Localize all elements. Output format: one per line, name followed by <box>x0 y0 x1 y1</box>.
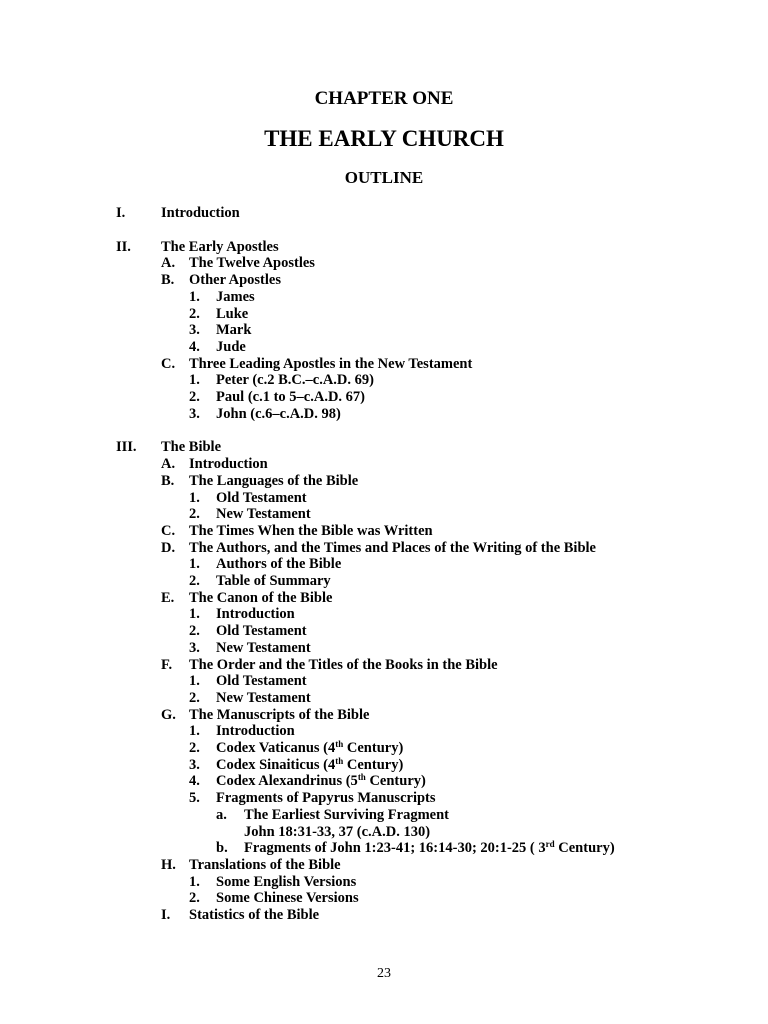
outline-item-text <box>189 356 472 372</box>
outline-item-text <box>161 239 279 255</box>
outline-item-marker: 2. <box>189 740 200 756</box>
outline-item <box>0 339 768 356</box>
outline-item-label: The Manuscripts of the Bible <box>189 706 370 723</box>
outline-item <box>0 857 768 874</box>
outline-item <box>0 205 768 222</box>
outline-item <box>0 473 768 490</box>
outline-item <box>0 439 768 456</box>
outline-item-label: Introduction <box>216 723 295 740</box>
outline-item-text <box>216 790 436 806</box>
outline-item-text <box>189 857 341 873</box>
outline-item-text <box>161 205 240 221</box>
outline-item-text <box>244 840 615 856</box>
outline-item-label: Old Testament <box>216 623 307 640</box>
outline-item <box>0 606 768 623</box>
outline-item <box>0 356 768 373</box>
outline-item-label: New Testament <box>216 639 311 656</box>
outline-item-text <box>216 874 356 890</box>
outline-item-text <box>189 707 369 723</box>
outline-item-label: Some Chinese Versions <box>216 890 359 907</box>
outline-item-text <box>216 623 307 639</box>
outline-item <box>0 306 768 323</box>
ordinal-superscript: rd <box>545 839 555 850</box>
outline-item-label-tail: Century) <box>554 840 615 857</box>
outline-item-marker: 3. <box>189 405 200 422</box>
outline-item-label: Translations of the Bible <box>189 856 341 873</box>
outline-item-marker: H. <box>161 856 176 873</box>
outline-item-label: Jude <box>216 338 246 355</box>
outline-item-label: Codex Vaticanus (4 <box>216 740 336 756</box>
outline-item-text <box>216 322 251 338</box>
outline-item <box>0 456 768 473</box>
outline-item-text <box>216 406 341 422</box>
outline-item-text <box>189 272 281 288</box>
outline-item-marker: I. <box>116 205 126 221</box>
outline-item-marker: 2. <box>189 506 200 523</box>
outline-item-text <box>189 523 433 539</box>
outline-item <box>0 372 768 389</box>
outline-item-marker: E. <box>161 589 175 606</box>
outline-item <box>0 657 768 674</box>
outline-item-text <box>216 506 311 522</box>
outline-item-text <box>216 773 426 789</box>
outline-item-marker: 1. <box>189 372 200 389</box>
outline-item-marker: A. <box>161 255 176 272</box>
outline-item-marker: 1. <box>189 673 200 690</box>
outline-item-label: The Early Apostles <box>161 238 279 255</box>
outline-item-label: The Bible <box>161 439 222 456</box>
page-number: 23 <box>377 966 391 981</box>
outline-item-marker: 1. <box>189 556 200 573</box>
outline-item <box>0 790 768 807</box>
outline-item-text <box>189 456 268 472</box>
outline-item-label: Statistics of the Bible <box>189 907 320 923</box>
outline-item-label: Table of Summary <box>216 573 331 589</box>
outline-item-text <box>216 306 248 322</box>
outline-item-text <box>216 573 331 589</box>
outline-item-marker: II. <box>116 238 131 255</box>
outline-item <box>0 272 768 289</box>
outline-item-label: The Times When the Bible was Written <box>189 522 433 539</box>
outline-item-label: Codex Sinaiticus (4 <box>216 756 336 773</box>
outline-item <box>0 590 768 607</box>
outline-item-marker: C. <box>161 522 176 539</box>
outline-item-label: Old Testament <box>216 673 307 690</box>
outline-item-text <box>216 490 307 506</box>
outline-item-text <box>216 673 307 689</box>
outline-item <box>0 824 768 841</box>
outline-heading: OUTLINE <box>344 168 424 187</box>
outline-item-label: Some English Versions <box>216 873 357 890</box>
outline-item-label: The Earliest Surviving Fragment <box>244 806 450 823</box>
outline-item-text <box>161 439 221 455</box>
outline-item <box>0 523 768 540</box>
outline-item-label: Other Apostles <box>189 272 281 289</box>
outline-item <box>0 289 768 306</box>
outline-item <box>0 773 768 790</box>
outline-item-text <box>189 657 498 673</box>
outline-item <box>0 757 768 774</box>
outline-item <box>0 673 768 690</box>
outline-item-label-tail: Century) <box>343 756 404 773</box>
outline-item-label: Authors of the Bible <box>216 556 342 573</box>
outline-item-marker: A. <box>161 456 176 473</box>
outline-item-marker: G. <box>161 706 176 723</box>
outline-item-marker: 3. <box>189 756 200 773</box>
outline-item-marker: 1. <box>189 489 200 506</box>
outline-item <box>0 573 768 590</box>
chapter-heading: CHAPTER ONE <box>314 88 454 109</box>
outline-item-marker: 1. <box>189 723 200 740</box>
outline-item-label: The Canon of the Bible <box>189 589 333 606</box>
outline-item-text <box>189 473 358 489</box>
outline-item-marker: F. <box>161 656 173 673</box>
outline-item-label: Fragments of John 1:23-41; 16:14-30; 20:1-25 ( 3 <box>244 840 546 857</box>
outline-item-label: New Testament <box>216 689 311 706</box>
outline-item-label: Paul (c.1 to 5–c.A.D. 67) <box>216 389 366 405</box>
outline-item-label: The Order and the Titles of the Books in the Bible <box>189 656 498 673</box>
outline-item <box>0 707 768 724</box>
outline-item-marker: 2. <box>189 389 200 405</box>
outline-item-marker: 1. <box>189 288 200 305</box>
outline-item-label-tail: Century) <box>365 773 426 790</box>
outline-item-marker: I. <box>161 907 171 923</box>
outline-item-label: Introduction <box>216 606 295 623</box>
outline-item-text <box>216 606 295 622</box>
outline-item <box>0 540 768 557</box>
outline-item-marker: 1. <box>189 606 200 623</box>
outline-item-marker: C. <box>161 355 176 372</box>
outline-item-marker: 3. <box>189 639 200 656</box>
outline-item-label: John 18:31-33, 37 (c.A.D. 130) <box>244 823 431 840</box>
outline-item-label: Mark <box>216 322 252 339</box>
outline-item-text <box>216 723 295 739</box>
outline-item-text <box>189 907 319 923</box>
outline-item-text <box>244 824 430 840</box>
ordinal-superscript: th <box>335 739 344 749</box>
outline-item <box>0 506 768 523</box>
outline-item-marker: B. <box>161 472 175 489</box>
outline-item-label: Three Leading Apostles in the New Testament <box>189 355 473 372</box>
outline-item-label: New Testament <box>216 506 311 523</box>
outline-item-text <box>244 807 449 823</box>
outline-item-marker: 2. <box>189 890 200 907</box>
outline-item <box>0 740 768 757</box>
outline-item <box>0 640 768 657</box>
outline-item <box>0 890 768 907</box>
outline-item <box>0 723 768 740</box>
outline-item-marker: 2. <box>189 573 200 589</box>
outline-item-text <box>216 640 311 656</box>
outline-item <box>0 874 768 891</box>
outline-item-text <box>216 339 246 355</box>
outline-item-marker: III. <box>116 439 137 456</box>
outline-item-text <box>216 389 365 405</box>
outline-item <box>0 255 768 272</box>
outline-item-text <box>216 556 341 572</box>
outline-item-marker: 1. <box>189 873 200 890</box>
outline-item <box>0 322 768 339</box>
outline-item-text <box>216 372 374 388</box>
outline-item-label: Fragments of Papyrus Manuscripts <box>216 790 436 807</box>
outline-item-label: Introduction <box>161 205 240 221</box>
outline-item-marker: 4. <box>189 773 200 790</box>
outline-item-text <box>216 740 403 756</box>
outline-item-text <box>216 757 403 773</box>
outline-item-text <box>216 690 311 706</box>
outline-item-marker: 3. <box>189 322 200 339</box>
outline-item-text <box>216 890 359 906</box>
outline-item <box>0 907 768 924</box>
outline-item <box>0 690 768 707</box>
outline-item-marker: 2. <box>189 623 200 640</box>
outline-item-marker: 5. <box>189 790 200 807</box>
outline-item-label: The Twelve Apostles <box>189 255 315 272</box>
outline-item-label: Codex Alexandrinus (5 <box>216 773 358 790</box>
outline-item-label-tail: Century) <box>343 740 404 756</box>
outline-item-marker: 4. <box>189 338 200 355</box>
outline-item-text <box>216 289 255 305</box>
outline-item-label: Peter (c.2 B.C.–c.A.D. 69) <box>216 372 374 389</box>
outline-item <box>0 406 768 423</box>
outline-item <box>0 389 768 406</box>
outline-item <box>0 239 768 256</box>
outline-item-label: John (c.6–c.A.D. 98) <box>216 405 341 422</box>
outline-item-marker: 2. <box>189 689 200 706</box>
outline-item <box>0 807 768 824</box>
outline-item <box>0 623 768 640</box>
outline-item-text <box>189 540 596 556</box>
outline-item-text <box>189 590 332 606</box>
outline-item-marker: b. <box>216 840 228 857</box>
ordinal-superscript: th <box>335 755 344 766</box>
outline-item-label: The Authors, and the Times and Places of the Writing of the Bible <box>189 539 596 556</box>
outline-item-label: Introduction <box>189 456 268 473</box>
outline-item-label: Luke <box>216 305 249 322</box>
outline-item-label: Old Testament <box>216 489 307 506</box>
outline-item-label: The Languages of the Bible <box>189 472 359 489</box>
outline-item-marker: 2. <box>189 305 200 322</box>
outline-item-marker: D. <box>161 539 176 556</box>
outline-item-marker: a. <box>216 806 227 823</box>
chapter-title: THE EARLY CHURCH <box>264 126 504 151</box>
outline-item <box>0 556 768 573</box>
ordinal-superscript: th <box>357 772 366 783</box>
outline-item <box>0 840 768 857</box>
outline-item-text <box>189 255 315 271</box>
outline-item-label: James <box>216 288 255 305</box>
outline-item <box>0 490 768 507</box>
outline-item-marker: B. <box>161 272 175 289</box>
